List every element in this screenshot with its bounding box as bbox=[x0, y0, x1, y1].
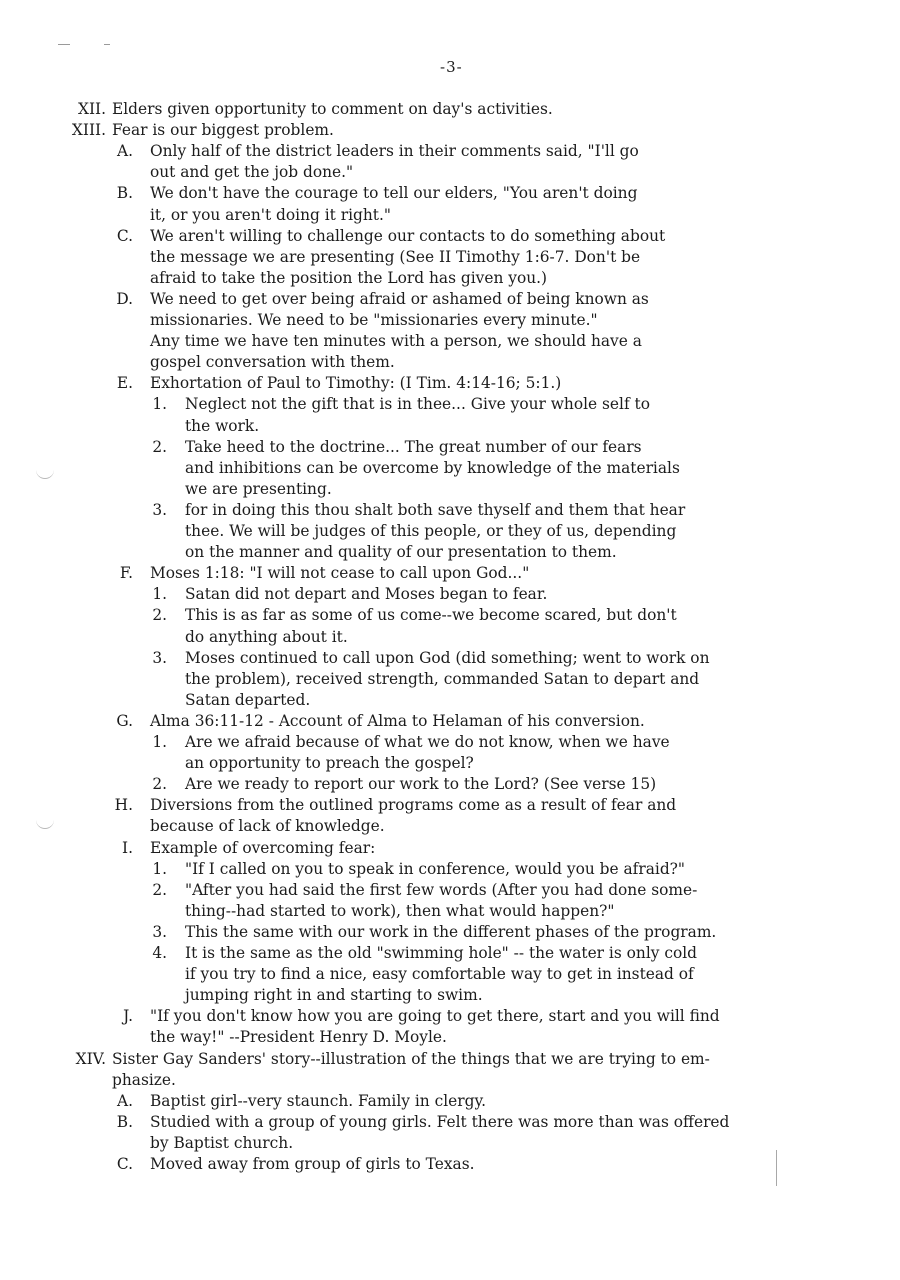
page-number: -3- bbox=[440, 58, 463, 76]
outline-marker: A. bbox=[116, 1091, 133, 1110]
outline-marker: 4. bbox=[152, 944, 167, 962]
scan-speck bbox=[104, 44, 110, 45]
outline-marker: XII. bbox=[77, 100, 106, 118]
outline-text-line: This the same with our work in the different phases of the program. bbox=[185, 922, 717, 941]
binder-hole-mark bbox=[36, 468, 54, 479]
outline-text-line: Are we ready to report our work to the Lord? (See verse 15) bbox=[185, 775, 657, 794]
outline-marker: B. bbox=[116, 1112, 133, 1131]
outline-text-line: Baptist girl--very staunch. Family in clergy. bbox=[150, 1091, 486, 1110]
outline-text-line: missionaries. We need to be "missionaries every minute." bbox=[150, 311, 598, 329]
outline-text-line: We aren't willing to challenge our contacts to do something about bbox=[150, 226, 666, 245]
outline-marker: 1. bbox=[152, 733, 167, 751]
outline-text-line: We need to get over being afraid or ashamed of being known as bbox=[150, 289, 649, 308]
outline-text-line: "If I called on you to speak in conference, would you be afraid?" bbox=[185, 859, 686, 878]
outline-text-line: the message we are presenting (See II Timothy 1:6-7. Don't be bbox=[150, 247, 641, 266]
outline-text-line: Diversions from the outlined programs come as a result of fear and bbox=[150, 796, 677, 815]
outline-marker: 2. bbox=[152, 437, 167, 456]
outline-text-line: the problem), received strength, commanded Satan to depart and bbox=[185, 669, 700, 688]
outline-marker: C. bbox=[116, 226, 133, 245]
outline-marker: 1. bbox=[152, 395, 167, 414]
outline-marker: I. bbox=[122, 838, 133, 857]
outline-text-line: thing--had started to work), then what would happen?" bbox=[185, 901, 615, 920]
outline-text-line: This is as far as some of us come--we become scared, but don't bbox=[185, 606, 677, 625]
outline-marker: 3. bbox=[152, 922, 167, 941]
outline-marker: G. bbox=[116, 711, 133, 730]
outline-marker: H. bbox=[114, 796, 133, 815]
outline-marker: 3. bbox=[152, 500, 167, 519]
outline-text-line: on the manner and quality of our presentation to them. bbox=[185, 543, 617, 562]
outline-text-line: because of lack of knowledge. bbox=[150, 817, 385, 836]
outline-text-line: if you try to find a nice, easy comfortable way to get in instead of bbox=[185, 965, 694, 984]
outline-text-line: It is the same as the old "swimming hole" -- the water is only cold bbox=[185, 944, 697, 962]
outline-marker: 1. bbox=[152, 585, 167, 604]
outline-text-line: Fear is our biggest problem. bbox=[112, 121, 334, 140]
outline-marker: F. bbox=[119, 564, 133, 583]
outline-marker: D. bbox=[116, 289, 133, 308]
outline-text-line: and inhibitions can be overcome by knowledge of the materials bbox=[185, 458, 680, 477]
outline-text-line: Only half of the district leaders in their comments said, "I'll go bbox=[150, 142, 639, 161]
scan-speck bbox=[58, 44, 70, 45]
outline-text-line: We don't have the courage to tell our elders, "You aren't doing bbox=[150, 184, 638, 203]
outline-text-line: Moved away from group of girls to Texas. bbox=[150, 1155, 475, 1173]
outline-text-line: the way!" --President Henry D. Moyle. bbox=[150, 1028, 447, 1047]
outline-text-line: phasize. bbox=[112, 1070, 176, 1089]
outline-marker: 3. bbox=[152, 648, 167, 667]
outline-text-line: for in doing this thou shalt both save thyself and them that hear bbox=[185, 500, 686, 519]
outline-text-line: Exhortation of Paul to Timothy: (I Tim. 4:14-16; 5:1.) bbox=[150, 374, 562, 393]
outline-text-line: Satan departed. bbox=[185, 690, 311, 709]
outline-text-line: the work. bbox=[185, 416, 260, 435]
outline-text-line: Elders given opportunity to comment on day's activities. bbox=[112, 100, 553, 118]
outline-text-line: "If you don't know how you are going to get there, start and you will find bbox=[150, 1007, 720, 1026]
outline-text-line: we are presenting. bbox=[185, 479, 332, 498]
outline-text-line: an opportunity to preach the gospel? bbox=[185, 754, 474, 773]
outline-marker: A. bbox=[116, 142, 133, 161]
outline-marker: J. bbox=[123, 1007, 133, 1026]
outline-text-line: Moses continued to call upon God (did something; went to work on bbox=[185, 648, 710, 667]
outline-text-line: Any time we have ten minutes with a person, we should have a bbox=[150, 332, 642, 351]
outline-text-line: out and get the job done." bbox=[150, 163, 354, 182]
outline-marker: 1. bbox=[152, 859, 167, 878]
outline-text-line: Are we afraid because of what we do not know, when we have bbox=[185, 733, 670, 751]
outline-text-line: Neglect not the gift that is in thee... Give your whole self to bbox=[185, 395, 651, 414]
outline-text-line: jumping right in and starting to swim. bbox=[185, 986, 483, 1005]
outline-marker: E. bbox=[116, 374, 133, 393]
outline-text-line: gospel conversation with them. bbox=[150, 353, 395, 372]
scan-edge-mark bbox=[776, 1150, 777, 1186]
binder-hole-mark bbox=[36, 818, 54, 829]
outline-text-line: Sister Gay Sanders' story--illustration of the things that we are trying to em- bbox=[112, 1049, 710, 1068]
outline-marker: 2. bbox=[152, 880, 167, 899]
outline-text-line: Example of overcoming fear: bbox=[150, 838, 376, 857]
outline-text-line: "After you had said the first few words (After you had done some- bbox=[185, 880, 698, 899]
outline-text-line: afraid to take the position the Lord has given you.) bbox=[150, 268, 548, 287]
outline-text-line: do anything about it. bbox=[185, 627, 348, 646]
outline-marker: XIV. bbox=[75, 1049, 106, 1068]
outline-marker: XIII. bbox=[71, 121, 106, 140]
outline-marker: C. bbox=[116, 1155, 133, 1173]
outline-marker: 2. bbox=[152, 775, 167, 794]
outline-text-line: Satan did not depart and Moses began to fear. bbox=[185, 585, 548, 604]
outline-text-line: Moses 1:18: "I will not cease to call upon God..." bbox=[150, 564, 530, 583]
outline-marker: 2. bbox=[152, 606, 167, 625]
outline-marker: B. bbox=[116, 184, 133, 203]
outline-text-line: Alma 36:11-12 - Account of Alma to Helaman of his conversion. bbox=[150, 711, 645, 730]
outline-text-line: Studied with a group of young girls. Felt there was more than was offered bbox=[150, 1112, 730, 1131]
outline-text-line: Take heed to the doctrine... The great number of our fears bbox=[185, 437, 642, 456]
outline-text-line: by Baptist church. bbox=[150, 1133, 294, 1152]
outline-text-line: it, or you aren't doing it right." bbox=[150, 205, 391, 224]
outline-text-line: thee. We will be judges of this people, or they of us, depending bbox=[185, 522, 677, 540]
